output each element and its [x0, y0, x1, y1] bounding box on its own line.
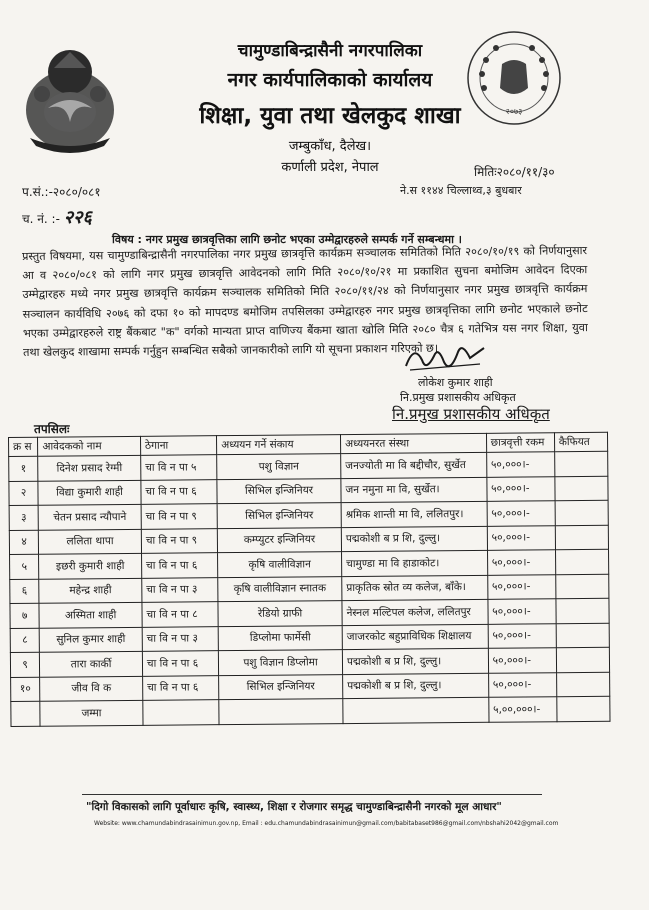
cell-remarks — [555, 549, 608, 574]
cell-faculty: डिप्लोमा फार्मेसी — [218, 625, 342, 651]
cell-serial: १० — [11, 677, 41, 702]
cell-faculty: सिभिल इन्जिनियर — [217, 478, 341, 504]
cell-faculty: कृषि वालीविज्ञान — [218, 552, 342, 578]
footer-slogan: "दिगो विकासको लागि पूर्वाधारः कृषि, स्वास्थ्य, शिक्षा र रोजगार समृद्ध चामुण्डाबिन्द्रासैनी नगरको मूल आधार" — [86, 801, 502, 813]
col-serial: क्र स — [9, 437, 38, 456]
scholarship-table — [8, 432, 611, 727]
col-institution: अध्ययनरत संस्था — [340, 433, 486, 453]
cell-serial: ८ — [10, 628, 40, 653]
dispatch-label: च. नं. :- — [22, 212, 60, 226]
dispatch-number-handwritten: २२६ — [63, 207, 92, 228]
cell-faculty: सिभिल इन्जिनियर — [217, 503, 341, 529]
total-row — [11, 696, 610, 726]
cell-serial: २ — [9, 481, 39, 506]
table-body — [9, 451, 610, 701]
cell-serial: १ — [9, 456, 39, 481]
cell-address: चा वि न पा ९ — [141, 528, 217, 553]
letter-date: मितिः२०८०/११/३० — [474, 165, 555, 179]
cell-amount: ५०,०००।- — [487, 476, 555, 501]
municipality-name: चामुण्डाबिन्द्रासैनी नगरपालिका — [237, 41, 423, 61]
cell-remarks — [555, 574, 608, 599]
cell-serial: ३ — [9, 505, 39, 530]
cell-remarks — [554, 451, 607, 476]
cell-address: चा वि न पा ३ — [142, 626, 218, 651]
cell-serial: ४ — [9, 530, 39, 555]
cell-faculty: सिभिल इन्जिनियर — [219, 674, 343, 700]
letter-subject: विषय : नगर प्रमुख छात्रवृत्तिका लागि छनोट भएका उम्मेद्वारहरुले सम्पर्क गर्ने सम्बन्धमा । — [112, 233, 462, 246]
cell-amount: ५०,०००।- — [486, 452, 554, 477]
cell-remarks — [555, 500, 608, 525]
nepal-emblem-icon — [14, 42, 126, 160]
letter-body: प्रस्तुत विषयमा, यस चामुण्डाबिन्द्रासैनी नगरपालिका नगर प्रमुख छात्रवृत्ति कार्यक्रम सञ्चालक समितिको मिति २०८०/१०/१९ को निर्णयानुसार आ व २०८०/०८१ को लागि नगर प्रमुख छात्रवृत्ति आवेदनको लागि मिति २०८०/१०/२१ मा प्रकाशित सुचना बमोजिम आवेदन दिएका उम्मेद्वारहरु मध्ये नगर प्रमुख छात्रवृत्ति कार्यक्रम सञ्चालक समितिको मिति २०८०/११/२४ को निर्णयानुसार नगर प्रमुख छात्रवृत्ति कार्यक्रम सञ्चालन कार्यविधि २०७६ को दफा १० को मापदण्ड बमोजिम तपसिलका उम्मेद्वारहरु नगर प्रमुख छात्रवृत्तिका लागि छनोट भएकाले छनोट भएका उम्मेद्वारहरुले राष्ट्र बैंकबाट "क" वर्गको मान्यता प्राप्त वाणिज्य बैंकमा खाता खोलि मिति २०८० चैत्र ६ गतेभित्र यस नगर शिक्षा, युवा तथा खेलकुद शाखामा सम्पर्क गर्नुहुन सम्बन्धित सबैको जानकारीको लागि यो सूचना प्रकाशन गरिएको छ। — [22, 244, 588, 360]
cell-address: चा वि न पा ५ — [141, 455, 217, 480]
cell-institution: प्राकृतिक स्रोत व्य कलेज, बाँके। — [342, 575, 488, 601]
col-address: ठेगाना — [140, 436, 216, 456]
cell-remarks — [555, 525, 608, 550]
section-name: शिक्षा, युवा तथा खेलकुद शाखा — [199, 103, 461, 129]
cell-institution: पद्मकोशी ब प्र शि, दुल्लु। — [342, 648, 488, 674]
nepal-sambat-date: ने.स ११४४ चिल्लाथ्व,३ बुधबार — [400, 184, 522, 197]
cell-faculty: पशु विज्ञान डिप्लोमा — [218, 650, 342, 676]
cell-address: चा वि न पा ६ — [142, 675, 218, 700]
cell-name: इछरी कुमारी शाही — [39, 553, 142, 578]
signer-name: लोकेश कुमार शाही — [418, 376, 493, 389]
cell-amount: ५०,०००।- — [487, 550, 555, 575]
cell-address: चा वि न पा ३ — [142, 577, 218, 602]
col-faculty: अध्ययन गर्ने संकाय — [217, 435, 341, 455]
cell-name: चेतन प्रसाद न्यौपाने — [38, 504, 141, 529]
cell-name: तारा कार्की — [40, 651, 143, 676]
cell-remarks — [556, 647, 609, 672]
cell-address: चा वि न पा ९ — [141, 504, 217, 529]
footer-divider — [82, 794, 542, 795]
signer-title-stamp: नि.प्रमुख प्रशासकीय अधिकृत — [392, 405, 550, 423]
cell-address: चा वि न पा ६ — [141, 553, 217, 578]
cell-address: चा वि न पा ८ — [142, 602, 218, 627]
cell-institution: पद्मकोशी ब प्र शि, दुल्लु। — [343, 673, 489, 699]
logo-year: २०७३ — [505, 107, 523, 116]
col-remarks: कैफियत — [554, 432, 607, 451]
reference-number: प.सं.:-२०८०/०८१ — [22, 185, 101, 199]
cell-address: चा वि न पा ६ — [141, 479, 217, 504]
signer-title: नि.प्रमुख प्रशासकीय अधिकृत — [400, 391, 516, 404]
cell-institution: नेस्नल मल्टिपल कलेज, ललितपुर — [342, 599, 488, 625]
cell-remarks — [556, 672, 609, 697]
cell-institution: श्रमिक शान्ती मा वि, ललितपुर। — [341, 501, 487, 527]
cell-amount: ५०,०००।- — [488, 648, 556, 673]
cell-faculty: पशु विज्ञान — [217, 454, 341, 480]
cell-amount: ५०,०००।- — [488, 599, 556, 624]
cell-amount: ५०,०००।- — [487, 501, 555, 526]
cell-name: ललिता थापा — [39, 529, 142, 554]
cell-name: सुनिल कुमार शाही — [39, 627, 142, 652]
signature-icon — [400, 338, 490, 378]
cell-serial: ५ — [10, 554, 40, 579]
cell-address: चा वि न पा ६ — [142, 651, 218, 676]
cell-institution: जन नमुना मा वि, सुर्खेत। — [341, 477, 487, 503]
table-caption: तपसिलः — [34, 422, 70, 436]
cell-amount: ५०,०००।- — [487, 525, 555, 550]
cell-institution: जाजरकोट बहुप्राविधिक शिक्षालय — [342, 624, 488, 650]
cell-name: दिनेश प्रसाद रेग्मी — [38, 455, 141, 480]
col-name: आवेदकको नाम — [38, 436, 141, 456]
col-amount: छात्रवृत्ती रकम — [486, 433, 554, 453]
cell-name: महेन्द्र शाही — [39, 578, 142, 603]
total-label: जम्मा — [40, 700, 143, 725]
cell-remarks — [555, 476, 608, 501]
total-amount: ५,००,०००।- — [488, 697, 556, 722]
cell-name: जीव वि क — [40, 676, 143, 701]
province-name: कर्णाली प्रदेश, नेपाल — [281, 160, 379, 175]
footer-contact: Website: www.chamundabindrasainimun.gov.np, Email : edu.chamundabindrasainimun@gmail.com/babitabaset986@gmail.com/nbshahi2042@gmail.com — [94, 820, 559, 827]
cell-amount: ५०,०००।- — [487, 574, 555, 599]
cell-amount: ५०,०००।- — [488, 672, 556, 697]
office-name: नगर कार्यपालिकाको कार्यालय — [227, 69, 433, 91]
cell-remarks — [556, 623, 609, 648]
cell-serial: ६ — [10, 579, 40, 604]
cell-institution: चामुण्डा मा वि हाडाकोट। — [342, 550, 488, 576]
dispatch-number — [22, 205, 92, 229]
office-address: जम्बुकाँध, दैलेख। — [288, 139, 372, 154]
cell-amount: ५०,०००।- — [488, 623, 556, 648]
cell-serial: ९ — [10, 652, 40, 677]
cell-institution: जनज्योती मा वि बद्दीचौर, सुर्खेत — [341, 452, 487, 478]
cell-institution: पद्मकोशी ब प्र शि, दुल्लु। — [341, 526, 487, 552]
cell-faculty: कृषि वालीविज्ञान स्नातक — [218, 576, 342, 602]
cell-remarks — [556, 598, 609, 623]
cell-faculty: कम्प्युटर इन्जिनियर — [217, 527, 341, 553]
cell-name: अस्मिता शाही — [39, 602, 142, 627]
cell-name: विद्या कुमारी शाही — [38, 480, 141, 505]
cell-serial: ७ — [10, 603, 40, 628]
cell-faculty: रेडियो ग्राफी — [218, 601, 342, 627]
